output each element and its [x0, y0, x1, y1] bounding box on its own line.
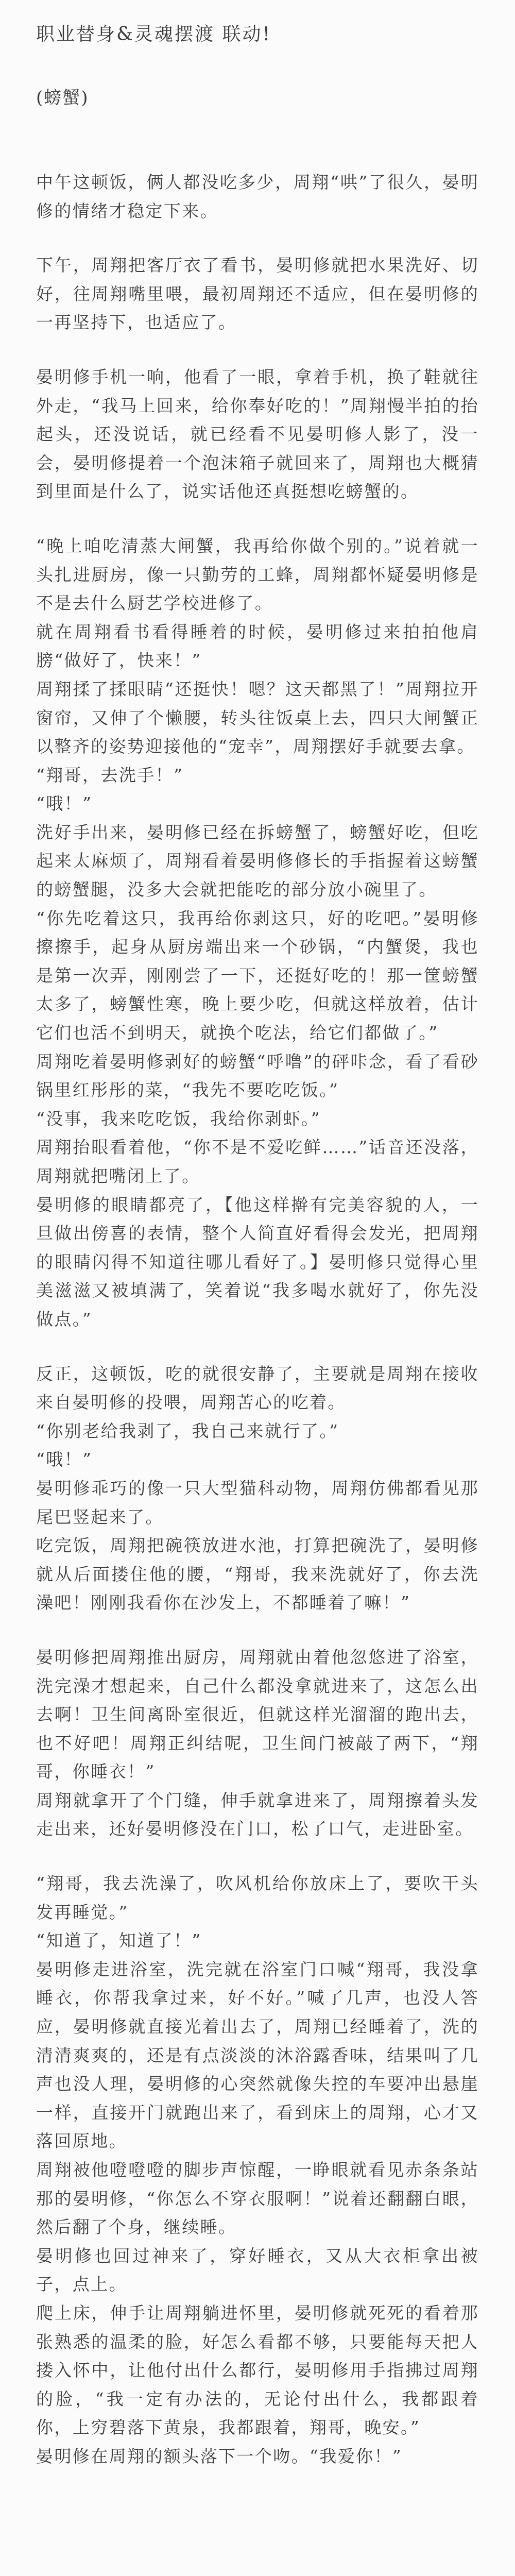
- paragraph: “你别老给我剥了，我自己来就行了。”: [36, 1420, 339, 1441]
- paragraph: 周翔吃着晏明修剥好的螃蟹“呼噜”的砰咔念，看了看砂锅里红彤彤的菜，“我先不要吃吃饭。”: [36, 1051, 479, 1100]
- paragraph: 吃完饭，周翔把碗筷放进水池，打算把碗洗了，晏明修就从后面搂住他的腰，“翔哥，我来洗就好了，你去洗澡吧！刚刚我看你在沙发上，不都睡着了嘛！”: [36, 1535, 479, 1613]
- paragraph: 晏明修走进浴室，洗完就在浴室门口喊“翔哥，我没拿睡衣，你帮我拿过来，好不好。”喊了几声，也没人答应，晏明修就直接光着出去了，周翔已经睡着了，洗的清清爽爽的，还是有点淡淡的沐浴露香味，结果叫了几声也没人理，晏明修的心突然就像失控的车要冲出悬崖一样，直接开门就跑出来了，看到床上的周翔，心才又落回原地。: [36, 1959, 479, 2151]
- paragraph: 晏明修也回过神来了，穿好睡衣，又从大衣柜拿出被子，点上。: [36, 2245, 479, 2295]
- paragraph: 晏明修手机一响，他看了一眼，拿着手机，换了鞋就往外走，“我马上回来，给你奉好吃的！”周翔慢半拍的抬起头，还没说话，就已经看不见晏明修人影了，没一会，晏明修提着一个泡沫箱子就回来了，周翔也大概猜到里面是什么了，说实话他还真挺想吃螃蟹的。: [36, 366, 479, 502]
- paragraph: “你先吃着这只，我再给你剥这只，好的吃吧。”晏明修擦擦手，起身从厨房端出来一个砂锅，“内蟹煲，我也是第一次弄，刚刚尝了一下，还挺好吃的！那一筐螃蟹太多了，螃蟹性寒，晚上要少吃，但就这样放着，估计它们也活不到明天，就换个吃法，给它们都做了。”: [36, 908, 479, 1043]
- paragraph: 晏明修在周翔的额头落下一个吻。“我爱你！”: [36, 2446, 403, 2466]
- page-subtitle: (螃蟹): [36, 88, 89, 108]
- paragraph: “哦！”: [36, 1449, 93, 1470]
- paragraph: “知道了，知道了！”: [36, 1930, 202, 1951]
- paragraph: 反正，这顿饭，吃的就很安静了，主要就是周翔在接收来自晏明修的投喂，周翔苦心的吃着。: [36, 1363, 479, 1413]
- paragraph: 爬上床，伸手让周翔躺进怀里，晏明修就死死的看着那张熟悉的温柔的脸，好怎么看都不够，只要能每天把人搂入怀中，让他付出什么都行，晏明修用手指拂过周翔的脸，“我一定有办法的，无论付出什么，我都跟着你，上穷碧落下黄泉，我都跟着，翔哥，晚安。”: [36, 2302, 479, 2438]
- paragraph: 晏明修的眼睛都亮了，【他这样擀有完美容貌的人，一旦做出傍喜的表情，整个人简直好看得会发光，把周翔的眼睛闪得不知道往哪儿看好了。】晏明修只觉得心里美滋滋又被填满了，笑着说“我多喝水就好了，你先没做点。”: [36, 1194, 479, 1329]
- paragraph: “哦！”: [36, 793, 93, 814]
- article-body: [36, 168, 479, 2471]
- paragraph: 洗好手出来，晏明修已经在拆螃蟹了，螃蟹好吃，但吃起来太麻烦了，周翔看着晏明修修长的手指握着这螃蟹的螃蟹腿，没多大会就把能吃的部分放小碗里了。: [36, 822, 479, 900]
- paragraph: 周翔被他噔噔噔的脚步声惊醒，一睁眼就看见赤条条站那的晏明修，“你怎么不穿衣服啊！”说着还翻翻白眼，然后翻了个身，继续睡。: [36, 2160, 479, 2238]
- paragraph: “没事，我来吃吃饭，我给你剥虾。”: [36, 1108, 321, 1129]
- paragraph: 中午这顿饭，俩人都没吃多少，周翔“哄”了很久，晏明修的情绪才稳定下来。: [36, 172, 479, 221]
- paragraph: “翔哥，我去洗澡了，吹风机给你放床上了，要吹干头发再睡觉。”: [36, 1873, 479, 1922]
- paragraph: 就在周翔看书看得睡着的时候，晏明修过来拍拍他肩膀“做好了，快来！”: [36, 621, 479, 671]
- paragraph: “翔哥，去洗手！”: [36, 765, 184, 785]
- page-title: 职业替身&灵魂摆渡 联动!: [36, 24, 271, 45]
- paragraph: 晏明修把周翔推出厨房，周翔就由着他忽悠进了浴室，洗完澡才想起来，自己什么都没拿就进来了，这怎么出去啊！卫生间离卧室很近，但就这样光溜溜的跑出去，也不好吧！周翔正纠结呢，卫生间门被敲了两下，“翔哥，你睡衣！”: [36, 1647, 479, 1782]
- paragraph: 周翔就拿开了个门缝，伸手就拿进来了，周翔擦着头发走出来，还好晏明修没在门口，松了口气，走进卧室。: [36, 1790, 479, 1839]
- paragraph: 晏明修乖巧的像一只大型猫科动物，周翔仿佛都看见那尾巴竖起来了。: [36, 1478, 479, 1527]
- paragraph: “晚上咱吃清蒸大闸蟹，我再给你做个别的。”说着就一头扎进厨房，像一只勤劳的工蜂，周翔都怀疑晏明修是不是去什么厨艺学校进修了。: [36, 535, 479, 614]
- paragraph: 周翔抬眼看着他，“你不是不爱吃鲜……”话音还没落，周翔就把嘴闭上了。: [36, 1137, 479, 1186]
- paragraph: 周翔揉了揉眼睛“还挺快！嗯？这天都黑了！”周翔拉开窗帘，又伸了个懒腰，转头往饭桌上去，四只大闸蟹正以整齐的姿势迎接他的“宠幸”，周翔摆好手就要去拿。: [36, 679, 479, 757]
- paragraph: 下午，周翔把客厅衣了看书，晏明修就把水果洗好、切好，往周翔嘴里喂，最初周翔还不适应，但在晏明修的一再坚持下，也适应了。: [36, 255, 479, 333]
